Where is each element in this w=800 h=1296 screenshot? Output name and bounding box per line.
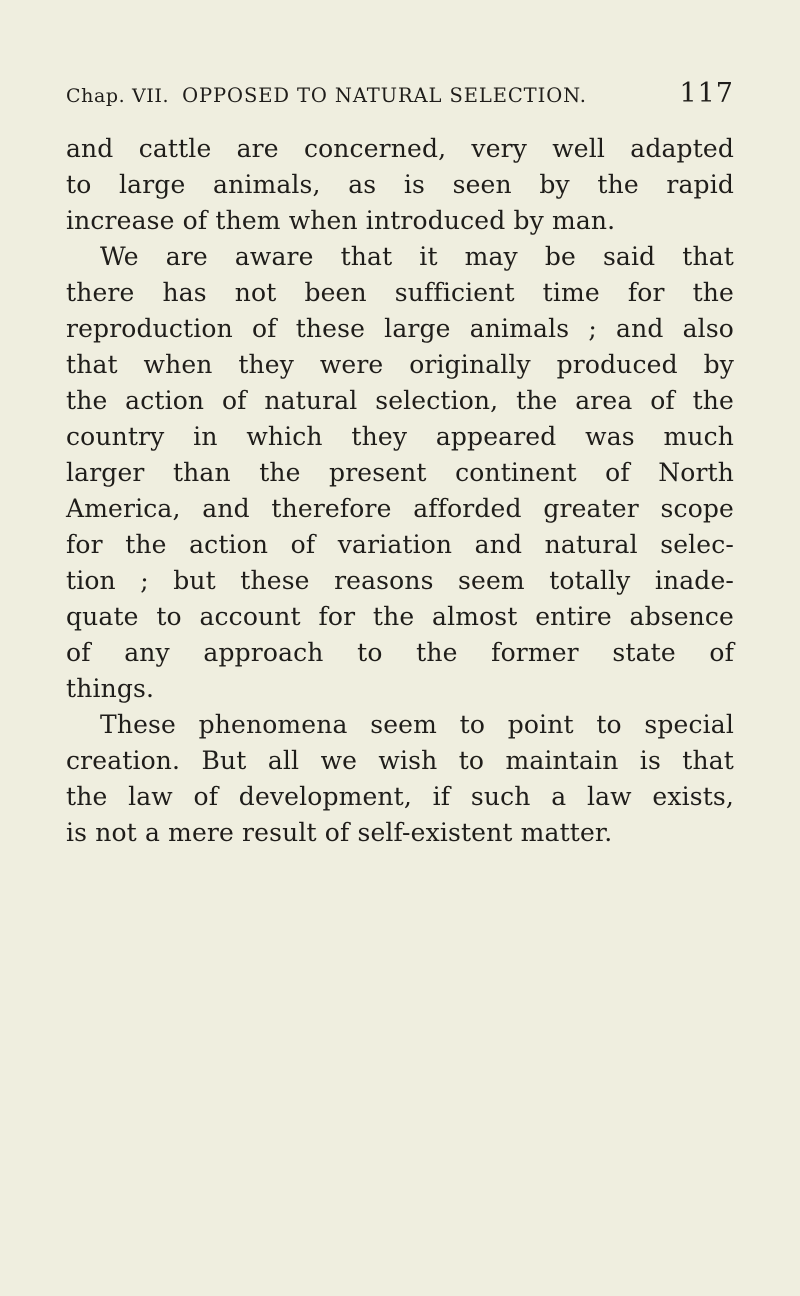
text-line: quate to account for the almost entire absence bbox=[66, 602, 734, 631]
text-line: things. bbox=[66, 674, 155, 703]
running-head bbox=[66, 78, 734, 114]
text-line: tion ; but these reasons seem totally inade- bbox=[66, 566, 734, 595]
text-line: increase of them when introduced by man. bbox=[66, 206, 616, 235]
text-line: of any approach to the former state of bbox=[66, 638, 734, 667]
text-line: there has not been sufficient time for the bbox=[66, 278, 734, 307]
text-line: that when they were originally produced by bbox=[66, 350, 734, 379]
text-line: We are aware that it may be said that bbox=[100, 242, 734, 271]
text-line: country in which they appeared was much bbox=[66, 422, 734, 451]
page-number: 117 bbox=[679, 78, 734, 109]
text-line: larger than the present continent of North bbox=[66, 458, 734, 487]
text-line: the law of development, if such a law exists, bbox=[66, 782, 734, 811]
text-line: and cattle are concerned, very well adapted bbox=[66, 134, 734, 163]
body-text bbox=[66, 131, 734, 851]
text-line: creation. But all we wish to maintain is that bbox=[66, 746, 734, 775]
text-line: for the action of variation and natural selec- bbox=[66, 530, 734, 559]
text-line: America, and therefore afforded greater scope bbox=[66, 494, 734, 523]
running-title: OPPOSED TO NATURAL SELECTION. bbox=[182, 84, 587, 107]
chapter-label: Chap. VII. bbox=[66, 85, 170, 107]
text-line: reproduction of these large animals ; and also bbox=[66, 314, 734, 343]
text-line: the action of natural selection, the area of the bbox=[66, 386, 734, 415]
text-line: These phenomena seem to point to special bbox=[100, 710, 734, 739]
text-line: to large animals, as is seen by the rapid bbox=[66, 170, 734, 199]
text-line: is not a mere result of self-existent matter. bbox=[66, 818, 613, 847]
